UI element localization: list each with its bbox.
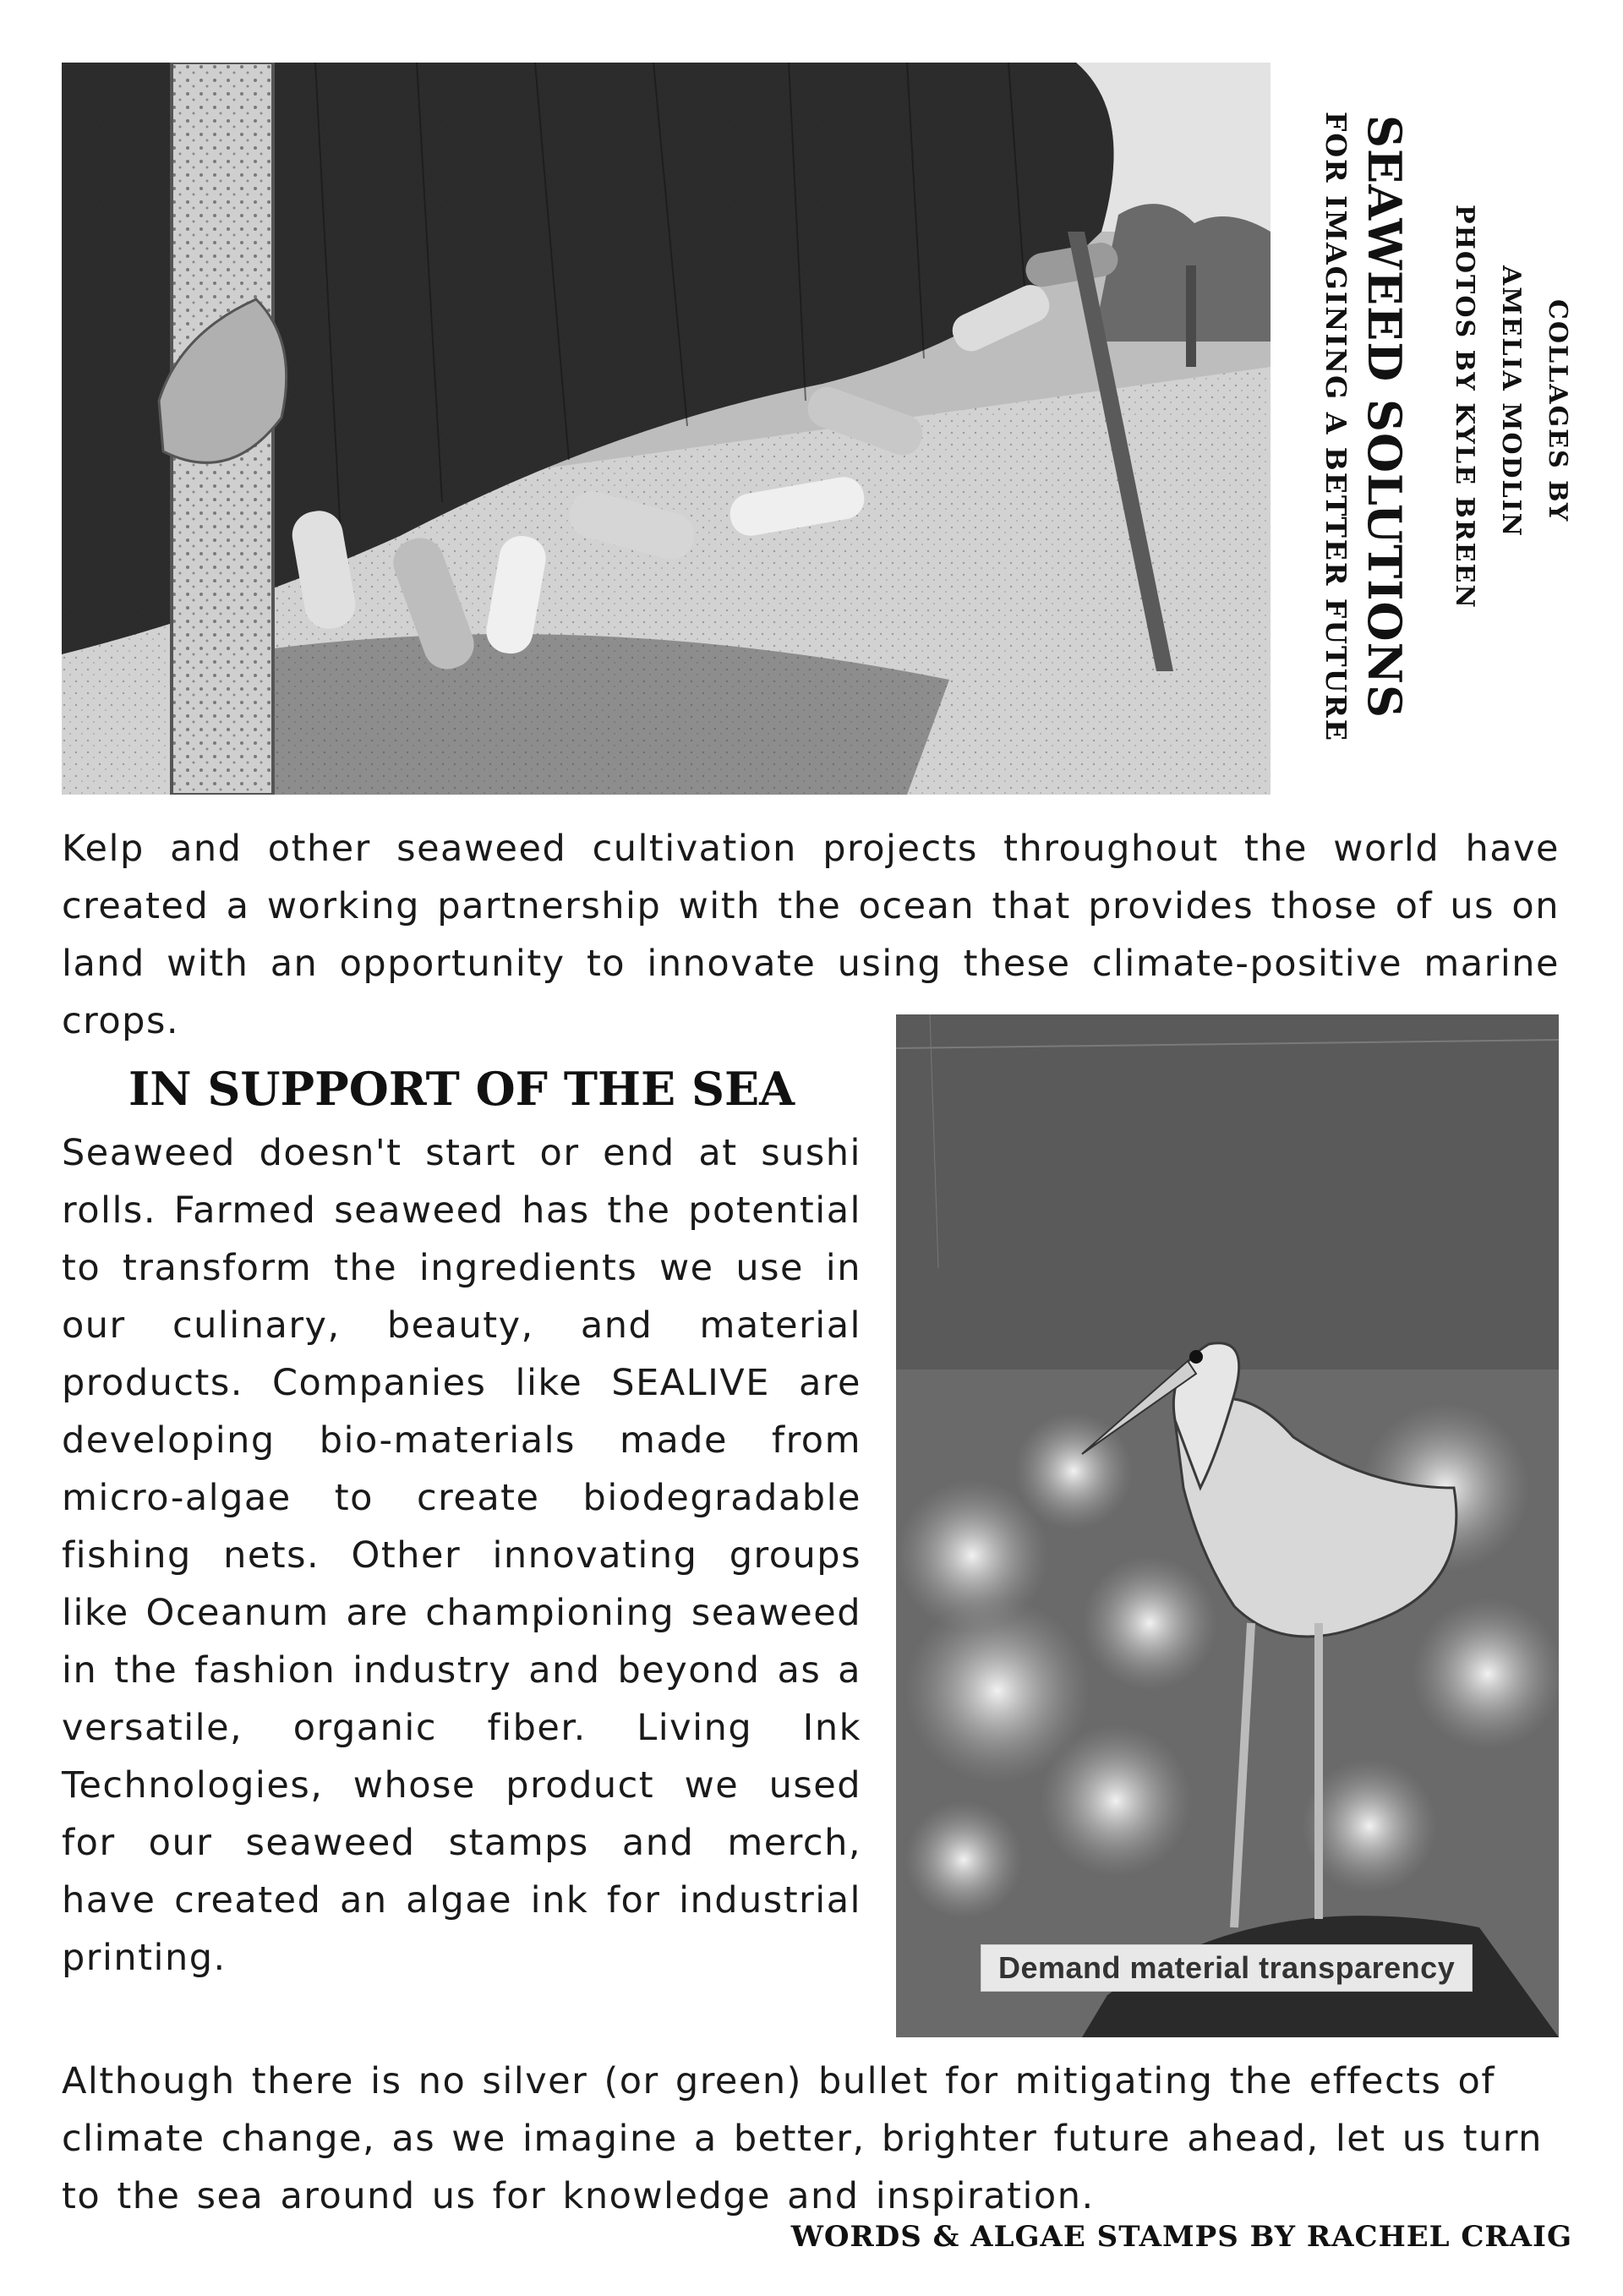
credit-collages: COLLAGES BY bbox=[1543, 299, 1572, 523]
credit-photos: PHOTOS BY KYLE BREEN bbox=[1450, 205, 1479, 610]
collage-caption: Demand material transparency bbox=[981, 1944, 1473, 1992]
nets-photo bbox=[62, 63, 1271, 795]
closing-paragraph: Although there is no silver (or green) bullet for mitigating the effects of climate change, as we imagine a better, brighter future ahead, let us turn to the sea around us for knowledge and inspiration. bbox=[62, 2060, 1543, 2217]
page-subtitle: FOR IMAGINING A BETTER FUTURE bbox=[1320, 112, 1352, 742]
credit-amelia: AMELIA MODLIN bbox=[1496, 265, 1526, 538]
intro-paragraph: Kelp and other seaweed cultivation projects throughout the world have created a working partnership with the ocean that provides those of us on land with an opportunity to innovate using these climate-positive marine crops. bbox=[62, 828, 1560, 1042]
page-title: SEAWEED SOLUTIONS bbox=[1358, 115, 1412, 719]
support-paragraph: Seaweed doesn't start or end at sushi rolls. Farmed seaweed has the potential to transform the ingredients we use in our culinary, beauty, and material products. Companies like SEALIVE are developing bio-materials made from micro-algae to create biodegradable fishing nets. Other innovating groups like Oceanum are championing seaweed in the fashion industry and beyond as a versatile, organic fiber. Living Ink Technologies, whose product we used for our seaweed stamps and merch, have created an algae ink for industrial printing. bbox=[62, 1132, 861, 1979]
vertical-credits bbox=[1285, 63, 1572, 795]
heron-collage bbox=[896, 1014, 1559, 2037]
signature: WORDS & ALGAE STAMPS BY RACHEL CRAIG bbox=[790, 2220, 1572, 2254]
section-heading: IN SUPPORT OF THE SEA bbox=[128, 1062, 795, 1116]
